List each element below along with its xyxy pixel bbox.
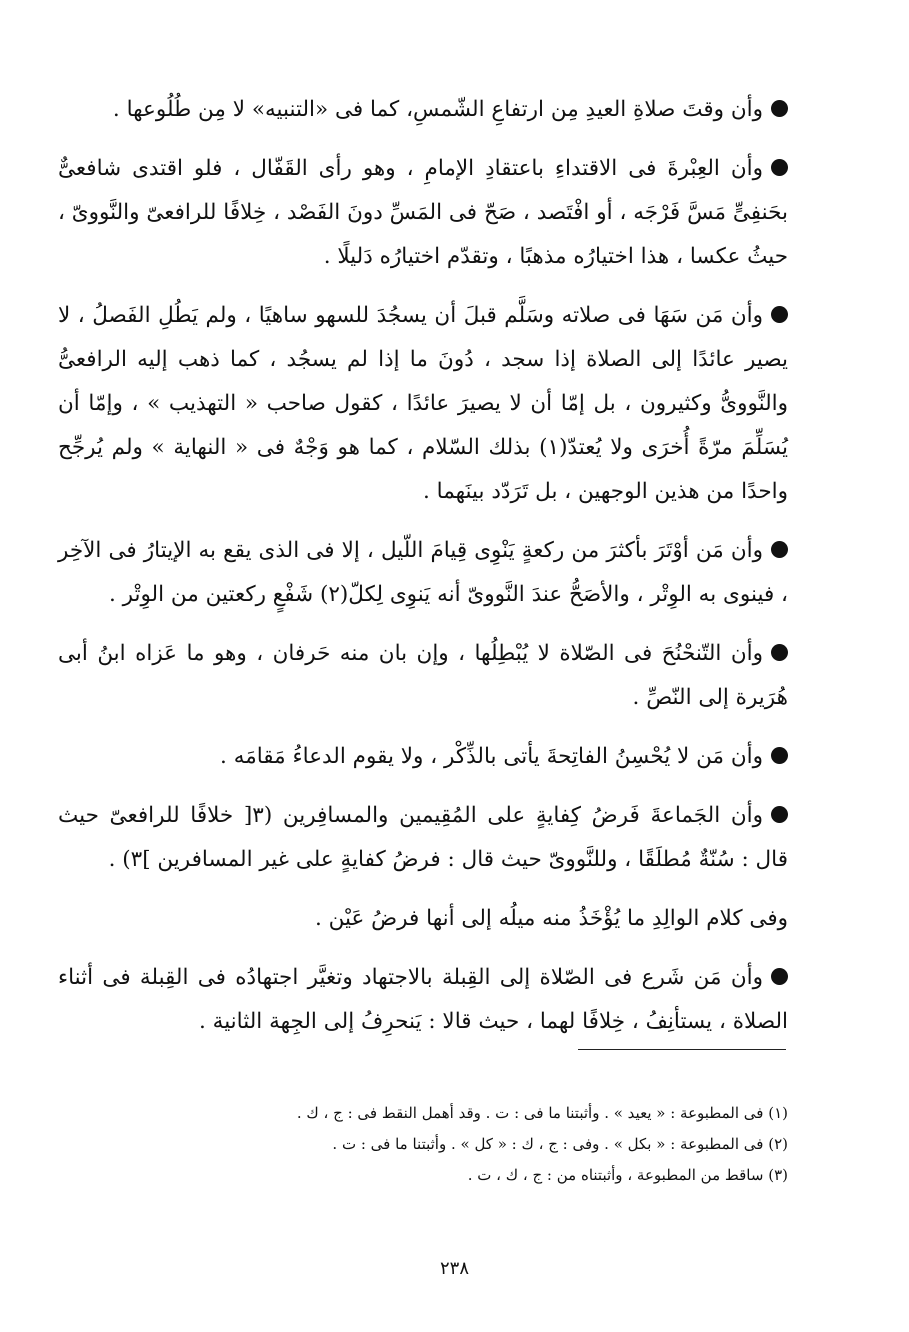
paragraph-1 (58, 88, 788, 132)
footnote-1: (١) فى المطبوعة : « يعيد » . وأثبتنا ما فى : ت . وقد أهمل النقط فى : ج ، ك . (296, 1104, 788, 1122)
footnote-divider (578, 1049, 786, 1050)
bullet-icon (771, 306, 788, 323)
paragraph-7 (58, 794, 788, 882)
bullet-icon (771, 100, 788, 117)
bullet-icon (771, 968, 788, 985)
bullet-icon (771, 644, 788, 661)
paragraph-text: وأن مَن لا يُحْسِنُ الفاتِحةَ يأتى بالذِّكْر ، ولا يقوم الدعاءُ مَقامَه . (220, 744, 763, 769)
main-text (58, 88, 788, 1059)
bullet-icon (771, 159, 788, 176)
paragraph-text: وأن مَن سَهَا فى صلاته وسَلَّم قبلَ أن يسجُدَ للسهو ساهيًا ، ولم يَطُلِ الفَصلُ ، لا يصير عائدًا إلى الصلاة إذا سجد ، دُونَ ما إذا لم يسجُد ، كما ذهب إليه الرافعىُّ والنَّووىُّ وكثيرون ، بل إمّا أن لا يصيرَ عائدًا ، كقول صاحب « التهذيب » ، وإمّا أن يُسَلِّمَ مرّةً أُخرَى ولا يُعتدّ(١) بذلك السّلام ، كما هو وَجْهٌ فى « النهاية » ولم يُرجِّح واحدًا من هذين الوجهين ، بل تَرَدّد بينَهما . (58, 303, 789, 504)
paragraph-text: وأن مَن أوْتَرَ بأكثرَ من ركعةٍ يَنْوِى قِيامَ اللّيل ، إلا فى الذى يقع به الإيتارُ فى الآخِر ، فينوى به الوِتْر ، والأصَحُّ عندَ النَّووىّ أنه يَنوِى لِكلّ(٢) شَفْعٍ ركعتين من الوِتْر . (58, 538, 788, 607)
page-number: ٢٣٨ (439, 1258, 469, 1279)
paragraph-4 (58, 529, 788, 617)
paragraph-2 (58, 147, 788, 279)
bullet-icon (771, 747, 788, 764)
paragraph-text: وأن التّنحْنُحَ فى الصّلاة لا يُبْطِلُها ، وإن بان منه حَرفان ، وهو ما عَزاه ابنُ أبى هُرَيرة إلى النّصِّ . (58, 641, 788, 710)
footnotes (58, 1098, 788, 1191)
footnote-3: (٣) ساقط من المطبوعة ، وأثبتناه من : ج ، ك ، ت . (467, 1166, 788, 1184)
paragraph-text: وأن العِبْرةَ فى الاقتداءِ باعتقادِ الإمامِ ، وهو رأى القَفّال ، فلو اقتدى شافعىٌّ بحَنفِىٍّ مَسَّ فَرْجَه ، أو افْتَصد ، صَحّ فى المَسِّ دونَ الفَصْد ، خِلافًا للرافعىّ والنَّووىّ ، حيثُ عكسا ، هذا اختيارُه مذهبًا ، وتقدّم اختيارُه دَليلًا . (58, 156, 788, 269)
paragraph-text: وفى كلام الوالِدِ ما يُؤْخَذُ منه ميلُه إلى أنها فرضُ عَيْن . (315, 906, 788, 931)
paragraph-6 (58, 735, 788, 779)
paragraph-text: وأن الجَماعةَ فَرضُ كِفايةٍ على المُقِيمين والمسافِرين (٣[ خلافًا للرافعىّ حيث قال : سُنّةٌ مُطلَقًا ، وللنَّووىّ حيث قال : فرضُ كفايةٍ على غير المسافرين ]٣) . (58, 803, 788, 872)
paragraph-3 (58, 294, 788, 514)
bullet-icon (771, 541, 788, 558)
footnote-2: (٢) فى المطبوعة : « بكل » . وفى : ج ، ك : « كل » . وأثبتنا ما فى : ت . (332, 1135, 788, 1153)
paragraph-8 (58, 897, 788, 941)
bullet-icon (771, 806, 788, 823)
paragraph-text: وأن وقتَ صلاةِ العيدِ مِن ارتفاعِ الشّمسِ، كما فى «التنبيه» لا مِن طُلُوعها . (112, 97, 763, 122)
paragraph-5 (58, 632, 788, 720)
paragraph-9 (58, 956, 788, 1044)
paragraph-text: وأن مَن شَرع فى الصّلاة إلى القِبلة بالاجتهاد وتغيَّر اجتهادُه فى القِبلة فى أثناء الصلاة ، يستأنِفُ ، خِلافًا لهما ، حيث قالا : يَنحرِفُ إلى الجِهة الثانية . (58, 965, 788, 1034)
